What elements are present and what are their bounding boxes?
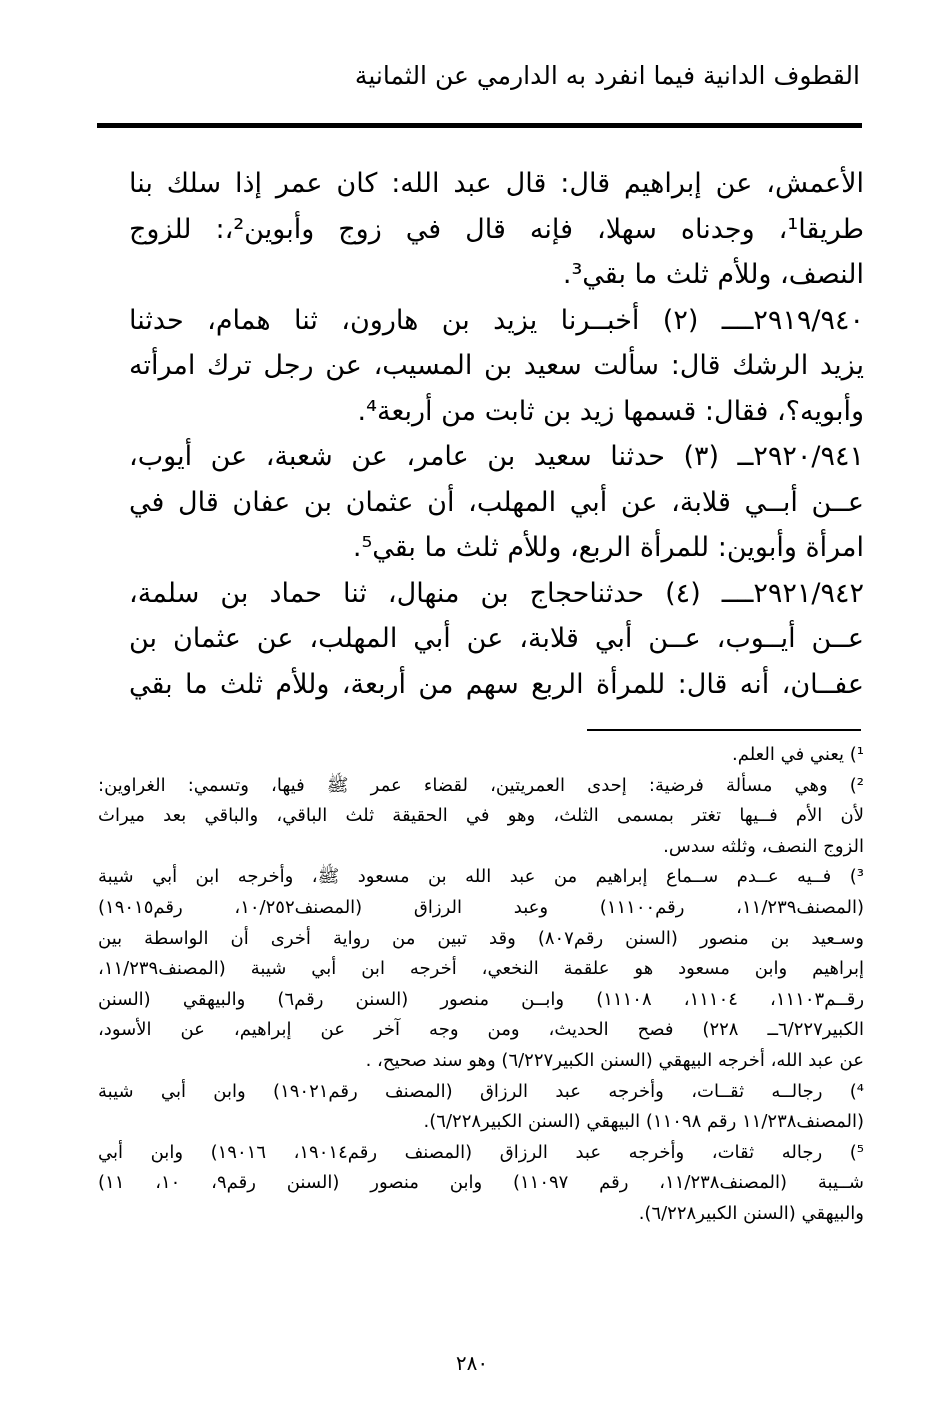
footnote-line: عن عبد الله، أخرجه البيهقي (السنن الكبير٦/٢٢٧) وهو سند صحيح، . bbox=[365, 1049, 864, 1071]
footnote-line: الكبير٦/٢٢٧ــ ٢٢٨) فصح الحديث، ومن وجه آخر عن إبراهيم، عن الأسود، bbox=[98, 1019, 864, 1041]
text-line: عــن أبــي قلابة، عن أبي المهلب، أن عثمان بن عفان قال في bbox=[129, 486, 864, 518]
header-rule bbox=[97, 123, 862, 128]
footnote-2: ²) وهي مسألة فرضية: إحدى العمريتين، لقضاء عمر ﷺ فيها، وتسمي: الغراوين: bbox=[98, 774, 864, 796]
footnotes bbox=[98, 740, 864, 1230]
text-line: عــن أيــوب، عــن أبي قلابة، عن أبي المهلب، عن عثمان بن bbox=[129, 623, 864, 654]
footnote-line: شــيبة (المصنف١١/٢٣٨، رقم ١١٠٩٧) وابن منصور (السنن رقم٩، ١٠، ١١) bbox=[98, 1172, 864, 1194]
text-line: الأعمش، عن إبراهيم قال: قال عبد الله: كان عمر إذا سلك بنا bbox=[129, 168, 864, 199]
text-line: وأبويه؟، فقال: قسمها زيد بن ثابت من أربعة⁴. bbox=[357, 395, 864, 427]
footnote-line: رقــم١١١٠٣، ١١١٠٤، ١١١٠٨) وابــن منصور (السنن رقم٦) والبيهقي (السنن bbox=[98, 988, 864, 1010]
hadith-941-line: ٢٩٢٠/٩٤١ــ (٣) حدثنا سعيد بن عامر، عن شعبة، عن أيوب، bbox=[129, 441, 864, 472]
hadith-942-line: ٢٩٢١/٩٤٢ــــ (٤) حدثناحجاج بن منهال، ثنا حماد بن سلمة، bbox=[129, 577, 864, 609]
text-line: عفــان، أنه قال: للمرأة الربع سهم من أربعة، وللأم ثلث ما بقي bbox=[129, 668, 864, 700]
footnote-line: (المصنف١١/٢٣٩، رقم١١١٠٠) وعبد الرزاق (المصنف١٠/٢٥٢، رقم١٩٠١٥) bbox=[98, 896, 864, 918]
footnote-5: ⁵) رجاله ثقات، وأخرجه عبد الرزاق (المصنف رقم١٩٠١٤، ١٩٠١٦) وابن أبي bbox=[98, 1141, 864, 1163]
page-number: ٢٨٠ bbox=[455, 1351, 489, 1375]
text-line: طريقا¹، وجدناه سهلا، فإنه قال في زوج وأبوين²،: للزوج bbox=[129, 213, 864, 245]
main-text bbox=[129, 161, 864, 707]
footnote-separator bbox=[587, 729, 861, 731]
footnote-line: الزوج النصف، وثلثه سدس. bbox=[663, 835, 864, 857]
footnote-1: ¹) يعني في العلم. bbox=[732, 744, 864, 765]
text-line: امرأة وأبوين: للمرأة الربع، وللأم ثلث ما بقي⁵. bbox=[352, 532, 864, 563]
footnote-line: وسـعيد بن منصور (السنن رقم٨٠٧) وقد تبين من رواية أخرى أن الواسطة بين bbox=[98, 927, 864, 949]
footnote-line: والبيهقي (السنن الكبير٦/٢٢٨). bbox=[638, 1202, 864, 1224]
footnote-line: إبراهيم وابن مسعود هو علقمة النخعي، أخرجه ابن أبي شيبة (المصنف١١/٢٣٩، bbox=[98, 958, 864, 980]
hadith-940-line: ٢٩١٩/٩٤٠ــــ (٢) أخبــرنا يزيد بن هارون، ثنا همام، حدثنا bbox=[129, 304, 864, 336]
footnote-4: ⁴) رجالــه ثقــات، وأخرجه عبد الرزاق (المصنف رقم١٩٠٢١) وابن أبي شيبة bbox=[98, 1080, 864, 1102]
running-head: القطوف الدانية فيما انفرد به الدارمي عن الثمانية bbox=[354, 61, 860, 90]
footnote-line: لأن الأم فــيها تغتر بمسمى الثلث، وهو في الحقيقة ثلث الباقي، والباقي بعد ميراث bbox=[98, 805, 864, 827]
text-line: النصف، وللأم ثلث ما بقي³. bbox=[562, 259, 864, 290]
footnote-3: ³) فــيه عــدم ســماع إبراهيم من عبد الله بن مسعود ﷺ، وأخرجه ابن أبي شيبة bbox=[98, 866, 864, 888]
footnote-line: (المصنف١١/٢٣٨ رقم ١١٠٩٨) البيهقي (السنن الكبير٦/٢٢٨). bbox=[423, 1111, 864, 1133]
text-line: يزيد الرشك قال: سألت سعيد بن المسيب، عن رجل ترك امرأته bbox=[129, 350, 864, 381]
